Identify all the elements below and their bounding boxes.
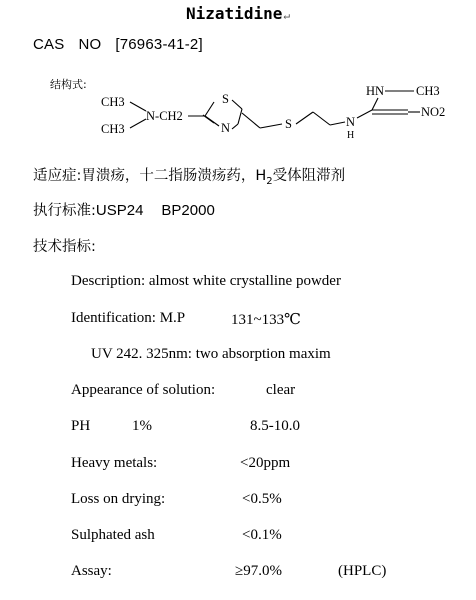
spec-heavy-value: <20ppm	[240, 455, 291, 471]
bond-ch2-s	[260, 124, 282, 128]
spec-loss-value: <0.5%	[242, 491, 282, 507]
atom-hn: HN	[366, 84, 385, 98]
indication-label: 适应症:	[33, 168, 82, 184]
atom-ch3-bottom: CH3	[101, 122, 125, 136]
spec-heavy-label: Heavy metals:	[71, 455, 158, 471]
cas-line	[33, 36, 203, 53]
spec-loss-label: Loss on drying:	[71, 491, 166, 507]
structural-formula	[0, 70, 476, 150]
bond-ring-double	[203, 115, 214, 123]
spec-title: 技术指标:	[33, 239, 96, 255]
spec-description: Description: almost white crystalline powder	[71, 273, 341, 289]
bond-ch2-n	[330, 122, 345, 125]
indication-line	[33, 164, 345, 187]
atom-s-chain: S	[285, 117, 292, 131]
spec-assay-method: (HPLC)	[338, 563, 387, 579]
bond-ch2-ch2	[313, 112, 330, 125]
atom-h-amide: H	[347, 130, 355, 141]
atom-no2: NO2	[421, 105, 446, 119]
title-text: Nizatidine	[186, 4, 283, 23]
atom-s-ring: S	[222, 92, 229, 106]
structure-label: 结构式:	[50, 78, 87, 91]
spec-uv: UV 242. 325nm: two absorption maxim	[91, 346, 331, 362]
spec-ph-label: PH	[71, 418, 91, 434]
standard-line	[33, 199, 215, 220]
spec-appearance-value: clear	[266, 382, 296, 398]
atom-ch3-top: CH3	[101, 95, 125, 109]
spec-appearance-label: Appearance of solution:	[71, 382, 216, 398]
cas-label: CAS	[33, 36, 65, 53]
bond-s-ch2	[296, 112, 313, 124]
bond-n-c	[357, 110, 372, 118]
indication-subscript: 2	[266, 175, 273, 187]
bond-ring-c2-s	[205, 102, 214, 116]
cas-number: [76963-41-2]	[115, 36, 203, 53]
spec-identification-label: Identification: M.P	[71, 310, 186, 326]
page-title	[0, 4, 476, 23]
return-mark-icon: ↵	[283, 9, 290, 22]
standard-usp: USP24	[95, 202, 144, 219]
spec-assay-label: Assay:	[71, 563, 112, 579]
atom-n-amide: N	[346, 115, 356, 129]
spec-ph-value: 8.5-10.0	[250, 418, 300, 434]
atom-ch3-right: CH3	[416, 84, 440, 98]
bond-ring-c5-c4	[238, 109, 242, 124]
bond-ring-s-c5	[232, 100, 242, 109]
spec-ash-value: <0.1%	[242, 527, 282, 543]
standard-bp: BP2000	[161, 202, 215, 219]
spec-assay-value: ≥97.0%	[235, 563, 282, 579]
indication-text: 胃溃疡，十二指肠溃疡药，H	[81, 168, 267, 184]
bond-ring-c4-n	[232, 124, 238, 129]
bond-ring-ch2	[242, 113, 260, 128]
spec-ash-label: Sulphated ash	[71, 527, 155, 543]
bond-ch3-top	[130, 102, 146, 111]
spec-ph-conc: 1%	[132, 418, 152, 434]
atom-n-ch2: N-CH2	[146, 109, 183, 123]
spec-identification-value: 131~133℃	[231, 312, 301, 328]
atom-n-ring: N	[221, 121, 231, 135]
standard-label: 执行标准:	[33, 203, 96, 219]
bond-ch3-bottom	[130, 119, 146, 128]
cas-no-label: NO	[78, 36, 102, 53]
indication-suffix: 受体阻滞剂	[272, 168, 346, 184]
bond-c-hn	[372, 98, 378, 110]
